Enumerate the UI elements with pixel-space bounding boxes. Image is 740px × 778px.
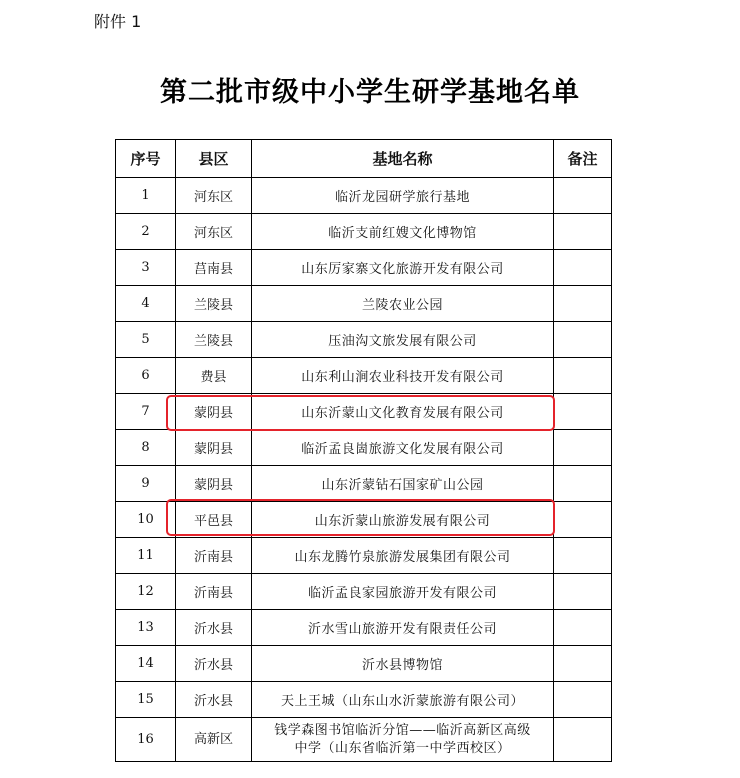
table-row: [116, 358, 612, 394]
row-note: [554, 610, 612, 646]
table-row: [116, 466, 612, 502]
table-row: [116, 610, 612, 646]
row-note: [554, 358, 612, 394]
row-base-name: 山东厉家寨文化旅游开发有限公司: [252, 250, 554, 286]
row-base-name: 临沂孟良家园旅游开发有限公司: [252, 574, 554, 610]
row-note: [554, 394, 612, 430]
table-row: [116, 286, 612, 322]
row-no: 9: [116, 466, 176, 502]
row-no: 1: [116, 178, 176, 214]
row-district: 蒙阴县: [176, 430, 252, 466]
row-no: 8: [116, 430, 176, 466]
table-row: [116, 646, 612, 682]
row-no: 4: [116, 286, 176, 322]
row-no: 3: [116, 250, 176, 286]
row-note: [554, 574, 612, 610]
table-row: [116, 250, 612, 286]
row-district: 沂水县: [176, 646, 252, 682]
row-district: 高新区: [176, 718, 252, 762]
header-base-name: 基地名称: [252, 140, 554, 178]
table-row: [116, 178, 612, 214]
row-district: 平邑县: [176, 502, 252, 538]
row-district: 蒙阴县: [176, 394, 252, 430]
row-base-name: 沂水雪山旅游开发有限责任公司: [252, 610, 554, 646]
document-title: 第二批市级中小学生研学基地名单: [160, 77, 580, 108]
row-base-name: 沂水县博物馆: [252, 646, 554, 682]
row-note: [554, 502, 612, 538]
table-row: [116, 430, 612, 466]
row-no: 2: [116, 214, 176, 250]
row-district: 河东区: [176, 214, 252, 250]
row-district: 兰陵县: [176, 322, 252, 358]
row-district: 蒙阴县: [176, 466, 252, 502]
row-base-name-line2: 中学（山东省临沂第一中学西校区）: [294, 740, 511, 756]
row-district: 莒南县: [176, 250, 252, 286]
table-row: [116, 574, 612, 610]
row-base-name: 压油沟文旅发展有限公司: [252, 322, 554, 358]
row-no: 6: [116, 358, 176, 394]
row-base-name: 山东龙腾竹泉旅游发展集团有限公司: [252, 538, 554, 574]
row-no: 12: [116, 574, 176, 610]
row-base-name: 兰陵农业公园: [252, 286, 554, 322]
row-note: [554, 430, 612, 466]
row-district: 沂南县: [176, 538, 252, 574]
row-note: [554, 250, 612, 286]
header-district: 县区: [176, 140, 252, 178]
table-header-row: [116, 140, 612, 178]
table-row: [116, 682, 612, 718]
row-district: 兰陵县: [176, 286, 252, 322]
row-no: 14: [116, 646, 176, 682]
row-no: 11: [116, 538, 176, 574]
table-row: [116, 322, 612, 358]
row-note: [554, 466, 612, 502]
attachment-label: 附件 1: [94, 12, 142, 31]
row-district: 沂南县: [176, 574, 252, 610]
row-base-name: 山东沂蒙山旅游发展有限公司: [252, 502, 554, 538]
base-list-table: [115, 139, 612, 762]
row-base-name: [252, 718, 554, 762]
row-note: [554, 286, 612, 322]
row-no: 10: [116, 502, 176, 538]
row-note: [554, 538, 612, 574]
row-district: 沂水县: [176, 610, 252, 646]
table-row: [116, 214, 612, 250]
row-base-name: 天上王城（山东山水沂蒙旅游有限公司）: [252, 682, 554, 718]
row-no: 16: [116, 718, 176, 762]
table-row: [116, 718, 612, 762]
row-district: 费县: [176, 358, 252, 394]
row-note: [554, 646, 612, 682]
row-note: [554, 214, 612, 250]
row-base-name: 临沂龙园研学旅行基地: [252, 178, 554, 214]
row-base-name: 山东沂蒙钻石国家矿山公园: [252, 466, 554, 502]
row-note: [554, 178, 612, 214]
header-note: 备注: [554, 140, 612, 178]
row-no: 15: [116, 682, 176, 718]
table-row: [116, 394, 612, 430]
row-note: [554, 718, 612, 762]
row-no: 5: [116, 322, 176, 358]
row-base-name: 临沂孟良崮旅游文化发展有限公司: [252, 430, 554, 466]
table-row: [116, 502, 612, 538]
row-district: 沂水县: [176, 682, 252, 718]
row-base-name-line1: 钱学森图书馆临沂分馆——临沂高新区高级: [274, 722, 531, 738]
row-base-name: 临沂支前红嫂文化博物馆: [252, 214, 554, 250]
header-no: 序号: [116, 140, 176, 178]
row-no: 7: [116, 394, 176, 430]
row-base-name: 山东利山涧农业科技开发有限公司: [252, 358, 554, 394]
row-note: [554, 682, 612, 718]
row-district: 河东区: [176, 178, 252, 214]
table-row: [116, 538, 612, 574]
row-note: [554, 322, 612, 358]
row-base-name: 山东沂蒙山文化教育发展有限公司: [252, 394, 554, 430]
row-no: 13: [116, 610, 176, 646]
